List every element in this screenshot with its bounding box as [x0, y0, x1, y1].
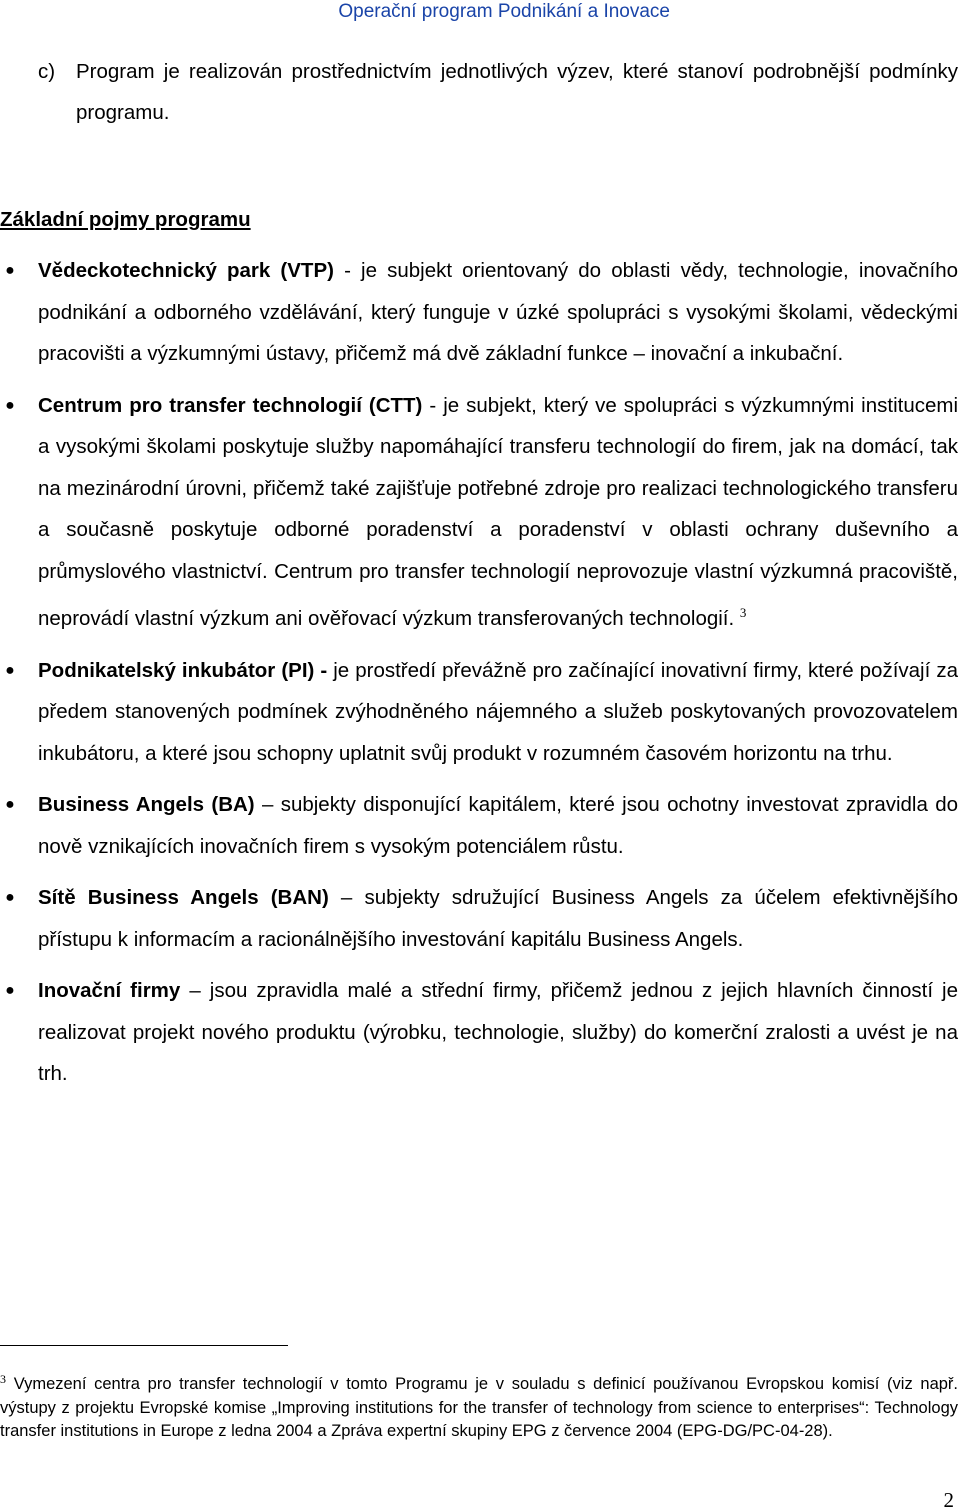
terms-list: [0, 250, 958, 1105]
term-separator: -: [333, 259, 362, 282]
term-inovacni-firmy: [0, 970, 958, 1095]
term-definition: je subjekt orientovaný do oblasti vědy, technologie, inovačního podnikání a odborného vzdělávání, který funguje v úzké spolupráci s vysokými školami, vědeckými pracovišti a výzkumnými ústavy, přičemž má dvě základní funkce – inovační a inkubační.: [38, 259, 958, 365]
term-ba: [0, 784, 958, 867]
term-definition: jsou zpravidla malé a střední firmy, přičemž jednou z jejich hlavních činností je realizovat projekt nového produktu (výrobku, technologie, služby) do komerční zralosti a uvést je na trh.: [38, 979, 958, 1085]
term-separator: –: [328, 886, 365, 909]
term-name: Centrum pro transfer technologií (CTT): [38, 393, 423, 417]
bullet-icon: ●: [5, 982, 15, 999]
term-name: Inovační firmy: [38, 979, 181, 1002]
intro-text: Program je realizován prostřednictvím jednotlivých výzev, které stanoví podrobnější podmínky programu.: [76, 60, 958, 124]
term-name: Sítě Business Angels (BAN): [38, 886, 329, 909]
bullet-icon: ●: [5, 262, 15, 279]
bullet-icon: ●: [5, 661, 15, 679]
term-definition: subjekty sdružující Business Angels za účelem efektivnějšího přístupu k informacím a racionálnějšího investování kapitálu Business Angels.: [38, 886, 958, 951]
term-separator: -: [422, 393, 444, 417]
page-header-title: Operační program Podnikání a Inovace: [338, 1, 670, 22]
term-vtp: [0, 250, 958, 375]
footnote-number: 3: [0, 1372, 6, 1386]
bullet-icon: ●: [5, 889, 15, 906]
page-number: 2: [943, 1488, 954, 1512]
term-name: Vědeckotechnický park (VTP): [38, 259, 334, 282]
term-ctt: [0, 385, 958, 640]
term-pi: [0, 650, 958, 775]
bullet-icon: ●: [5, 796, 15, 813]
term-definition: je subjekt, který ve spolupráci s výzkumnými institucemi a vysokými školami poskytuje služby napomáhající transferu technologií do firem, jak na domácí, tak na mezinárodní úrovni, přičemž také zajišťuje potřebné zdroje pro realizaci technologického transferu a současně poskytuje odborné poradenství a poradenství v oblasti ochrany duševního a průmyslového vlastnictví. Centrum pro transfer technologií neprovozuje vlastní výzkumná pracoviště, neprovádí vlastní výzkum ani ověřovací výzkum transferovaných technologií.: [38, 393, 959, 630]
term-name: Podnikatelský inkubátor (PI) -: [38, 658, 328, 682]
term-ban: [0, 877, 958, 960]
footnote: [0, 1368, 958, 1444]
term-name: Business Angels (BA): [38, 793, 255, 816]
bullet-icon: ●: [5, 396, 15, 414]
intro-list-marker: c): [38, 60, 56, 83]
intro-paragraph: [38, 51, 958, 133]
footnote-separator: [0, 1345, 288, 1346]
term-definition: je prostředí převážně pro začínající inovativní firmy, které požívají za předem stanovených podmínek zvýhodněného nájemného a služeb poskytovaných provozovatelem inkubátoru, a které jsou schopny uplatnit svůj produkt v rozumném časovém horizontu na trhu.: [38, 658, 958, 765]
term-definition: subjekty disponující kapitálem, které jsou ochotny investovat zpravidla do nově vznikajících inovačních firem s vysokým potenciálem růstu.: [38, 793, 959, 858]
footnote-text: Vymezení centra pro transfer technologií v tomto Programu je v souladu s definicí používanou Evropskou komisí (viz např. výstupy z projektu Evropské komise „Improving institutions for the transfer of technology from science to enterprises“: Technology transfer institutions in Europe z ledna 2004 a Zpráva expertní skupiny EPG z července 2004 (EPG-DG/PC-04-28).: [0, 1375, 958, 1440]
term-separator: –: [180, 979, 210, 1002]
term-separator: –: [254, 793, 281, 816]
footnote-reference[interactable]: 3: [739, 605, 747, 620]
section-title: Základní pojmy programu: [0, 208, 251, 231]
